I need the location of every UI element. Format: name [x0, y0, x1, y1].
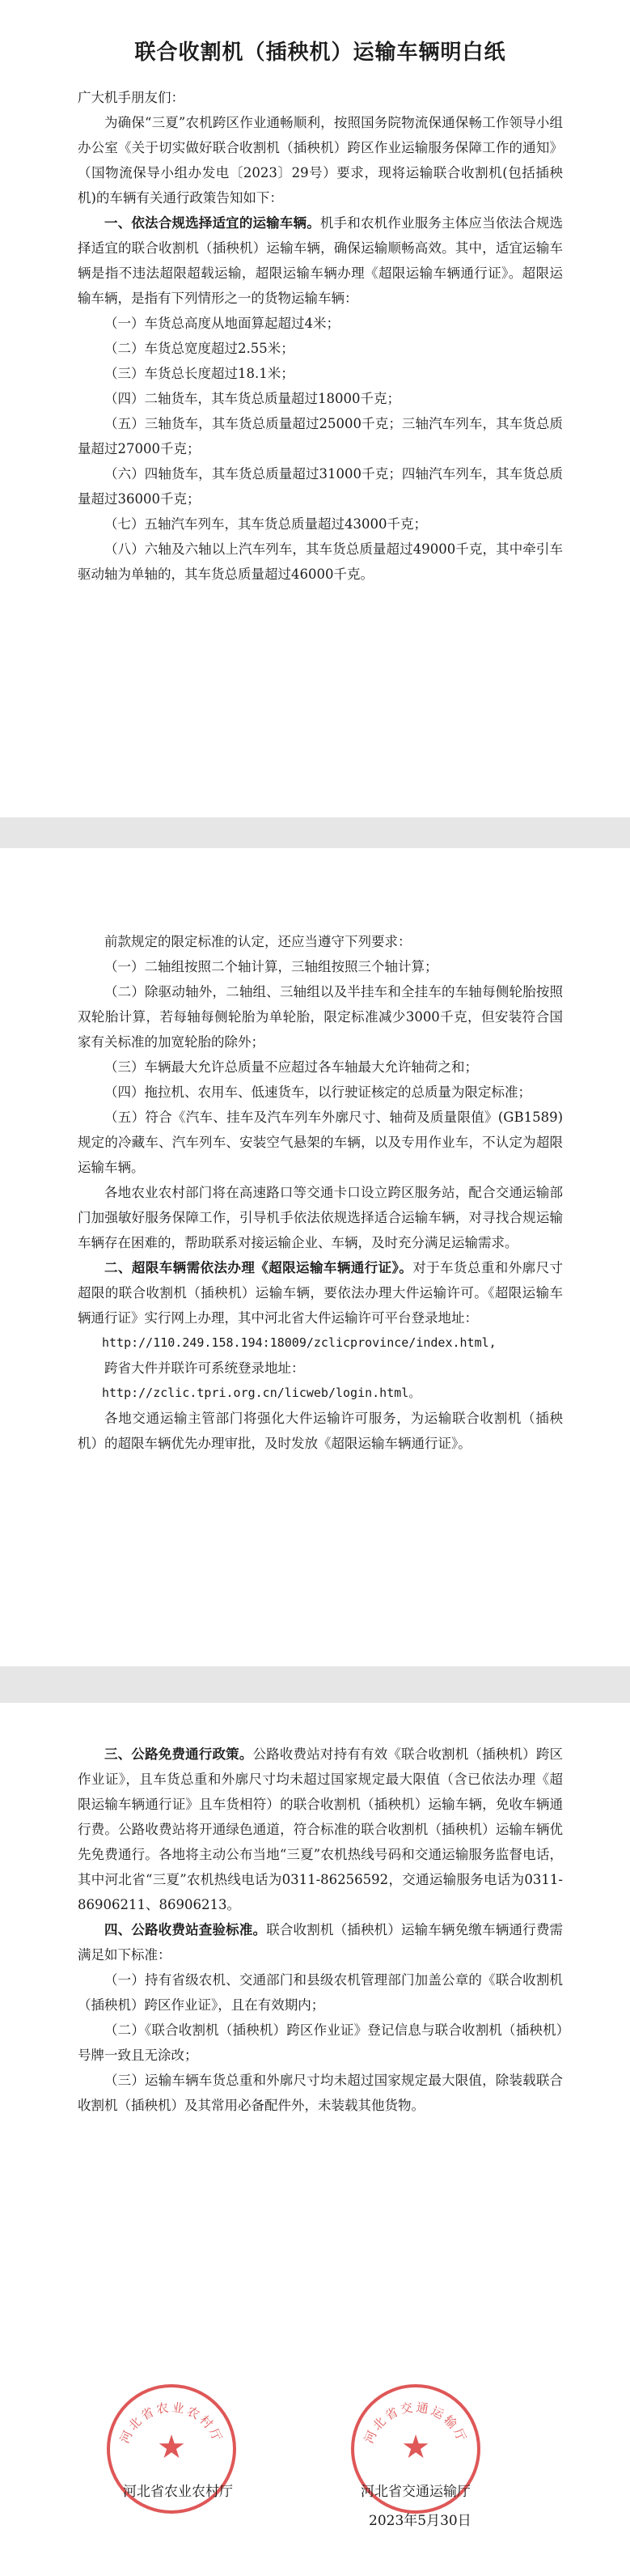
national-system-lead: 跨省大件并联许可系统登录地址：	[104, 1360, 305, 1376]
transport-dept-paragraph: 各地交通运输主管部门将强化大件运输许可服务，为运输联合收割机（插秧机）的超限车辆优先办理审批，及时发放《超限运输车辆通行证》。	[78, 1411, 563, 1451]
limit-item: （八）六轴及六轴以上汽车列车，其车货总质量超过49000千克，其中牵引车驱动轴为单轴的，其车货总质量超过46000千克。	[78, 541, 563, 582]
section-3-paragraph	[78, 1742, 563, 1917]
section-3-text: 公路收费站对持有有效《联合收割机（插秧机）跨区作业证》，且车货总重和外廓尺寸均未超过国家规定最大限值（含已依法办理《超限运输车辆通行证》且车货相符）的联合收割机（插秧机）运输车辆，免收车辆通行费。公路收费站将开通绿色通道，符合标准的联合收割机（插秧机）运输车辆优先免费通行。各地将主动公布当地“三夏”农机热线号码和交通运输服务监督电话，其中河北省“三夏”农机热线电话为0311-86256592，交通运输服务电话为0311-86906211、86906213。	[78, 1746, 564, 1912]
section-4-heading: 四、公路收费站查验标准。	[104, 1922, 267, 1937]
signature-org-agriculture: 河北省农业农村厅	[123, 2484, 233, 2500]
limit-item: （五）三轴货车，其车货总质量超过25000千克；三轴汽车列车，其车货总质量超过27000千克；	[78, 416, 563, 456]
intro-paragraph: 为确保“三夏”农机跨区作业通畅顺利，按照国务院物流保通保畅工作领导小组办公室《关于切实做好联合收割机（插秧机）跨区作业运输服务保障工作的通知》（国物流保导小组办发电〔2023〕29号）要求，现将运输联合收割机(包括插秧机)的车辆有关通行政策告知如下：	[78, 115, 563, 206]
section-2-text: 对于车货总重和外廓尺寸超限的联合收割机（插秧机）运输车辆，要依法办理大件运输许可。《超限运输车辆通行证》实行网上办理，其中河北省大件运输许可平台登录地址：	[78, 1260, 564, 1326]
national-permit-url[interactable]: http://zclic.tpri.org.cn/licweb/login.html。	[102, 1386, 421, 1400]
requirements-lead: 前款规定的限定标准的认定，还应当遵守下列要求：	[104, 934, 412, 949]
requirement-item: （一）二轴组按照二个轴计算，三轴组按照三个轴计算；	[104, 959, 438, 974]
check-item: （二）《联合收割机（插秧机）跨区作业证》登记信息与联合收割机（插秧机）号牌一致且无涂改；	[78, 2022, 563, 2063]
document-page-3	[0, 1703, 630, 2576]
limit-item: （七）五轴汽车列车，其车货总质量超过43000千克；	[104, 516, 427, 532]
document-page-2	[0, 848, 630, 1666]
section-2-heading: 二、超限车辆需依法办理《超限运输车辆通行证》。	[104, 1260, 413, 1275]
document-title: 联合收割机（插秧机）运输车辆明白纸	[134, 40, 506, 65]
seal-star-icon: ★	[401, 2429, 430, 2466]
requirement-item: （三）车辆最大允许总质量不应超过各车轴最大允许轴荷之和；	[104, 1059, 478, 1075]
svg-text:河北省农业农村厅: 河北省农业农村厅	[116, 2400, 226, 2446]
limit-item: （六）四轴货车，其车货总质量超过31000千克；四轴汽车列车，其车货总质量超过36000千克；	[78, 466, 563, 507]
signature-date: 2023年5月30日	[369, 2513, 471, 2529]
page-3-content	[78, 1742, 563, 2118]
svg-text:河北省交通运输厅: 河北省交通运输厅	[361, 2400, 471, 2446]
page-1-content	[78, 36, 563, 587]
section-1-paragraph	[78, 210, 563, 311]
seal-star-icon: ★	[157, 2429, 186, 2466]
requirement-item: （二）除驱动轴外，二轴组、三轴组以及半挂车和全挂车的车轴每侧轮胎按照双轮胎计算，若每轴每侧轮胎为单轮胎，限定标准减少3000千克，但安装符合国家有关标准的加宽轮胎的除外；	[78, 984, 563, 1050]
check-item: （三）运输车辆车货总重和外廓尺寸均未超过国家规定最大限值，除装载联合收割机（插秧机）及其常用必备配件外，未装载其他货物。	[78, 2073, 563, 2113]
limit-item: （四）二轴货车，其车货总质量超过18000千克；	[104, 391, 400, 406]
page-2-content	[78, 929, 563, 1456]
provincial-permit-url[interactable]: http://110.249.158.194:18009/zclicprovince/index.html,	[102, 1335, 497, 1350]
section-1-text: 机手和农机作业服务主体应当依法合规选择适宜的联合收割机（插秧机）运输车辆，确保运输顺畅高效。其中，适宜运输车辆是指不违法超限超载运输，超限运输车辆办理《超限运输车辆通行证》。超限运输车辆，是指有下列情形之一的货物运输车辆：	[78, 215, 564, 306]
limit-item: （二）车货总宽度超过2.55米；	[104, 341, 294, 356]
section-1-heading: 一、依法合规选择适宜的运输车辆。	[104, 215, 320, 231]
requirement-item: （四）拖拉机、农用车、低速货车，以行驶证核定的总质量为限定标准；	[104, 1084, 531, 1100]
check-item: （一）持有省级农机、交通部门和县级农机管理部门加盖公章的《联合收割机（插秧机）跨区作业证》，且在有效期内；	[78, 1972, 563, 2013]
section-2-paragraph	[78, 1255, 563, 1330]
section-3-heading: 三、公路免费通行政策。	[104, 1746, 253, 1762]
section-4-text: 联合收割机（插秧机）运输车辆免缴车辆通行费需满足如下标准：	[78, 1922, 564, 1963]
greeting: 广大机手朋友们：	[78, 90, 184, 105]
limit-item: （一）车货总高度从地面算起超过4米；	[104, 316, 340, 331]
document-page-1	[0, 0, 630, 817]
local-service-paragraph: 各地农业农村部门将在高速路口等交通卡口设立跨区服务站，配合交通运输部门加强敏好服务保障工作，引导机手依法依规选择适合运输车辆，对寻找合规运输车辆存在困难的，帮助联系对接运输企业、车辆，及时充分满足运输需求。	[78, 1185, 563, 1250]
limit-item: （三）车货总长度超过18.1米；	[104, 366, 294, 381]
signature-org-transport: 河北省交通运输厅	[361, 2484, 471, 2500]
requirement-item: （五）符合《汽车、挂车及汽车列车外廓尺寸、轴荷及质量限值》(GB1589)规定的冷藏车、汽车列车、安装空气悬架的车辆，以及专用作业车，不认定为超限运输车辆。	[78, 1110, 563, 1175]
section-4-paragraph	[78, 1917, 563, 1967]
